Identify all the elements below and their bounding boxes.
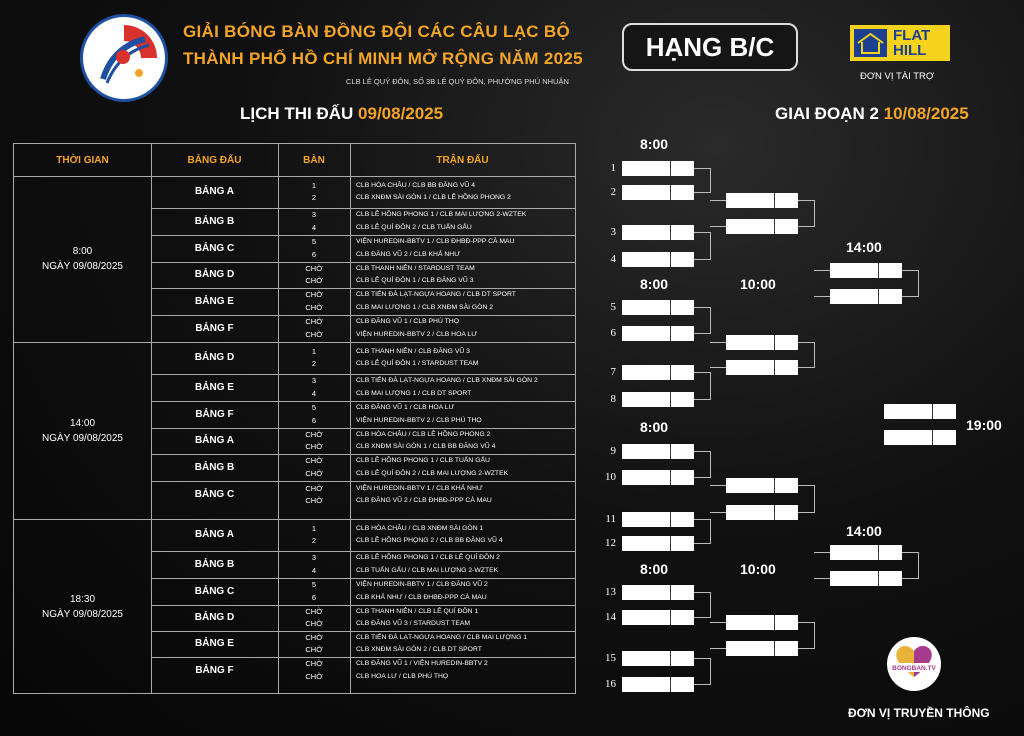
sponsor-name-line1: FLAT	[893, 27, 931, 44]
table-number: CHỜ	[305, 606, 323, 616]
bracket-line	[710, 519, 711, 544]
bracket-line	[710, 622, 726, 623]
bracket-line	[814, 342, 815, 368]
match-pairing: CLB XNĐM SÀI GÒN 1 / CLB LÊ HỒNG PHONG 2	[356, 194, 511, 201]
table-number: 4	[311, 222, 317, 232]
round-time: 14:00	[846, 523, 882, 539]
session-date: NGÀY 09/08/2025	[42, 432, 123, 444]
bracket-line	[694, 617, 710, 618]
column-header-table: BÀN	[303, 154, 325, 166]
sponsor-label: ĐƠN VỊ TÀI TRỢ	[860, 71, 935, 82]
group-name: BẢNG A	[194, 529, 235, 540]
bracket-line	[710, 200, 726, 201]
match-pairing: CLB TUẤN GẤU / CLB MAI LƯỢNG 2-WZTEK	[356, 566, 499, 574]
table-number: 2	[311, 536, 317, 545]
round-time: 8:00	[640, 136, 669, 152]
bracket-line	[694, 168, 710, 169]
group-name: BẢNG D	[194, 269, 235, 280]
table-number: 3	[311, 553, 317, 562]
group-name: BẢNG C	[194, 489, 235, 500]
seed-number: 6	[610, 327, 616, 339]
bracket-line	[798, 648, 814, 649]
round-time: 8:00	[640, 419, 669, 435]
bracket-slot	[830, 545, 902, 560]
bracket-line	[710, 168, 711, 193]
bracket-line	[694, 658, 710, 659]
seed-number: 10	[605, 471, 616, 483]
bracket-slot	[726, 615, 798, 630]
round-time: 14:00	[846, 239, 882, 255]
table-number: CHỜ	[305, 645, 323, 654]
bracket-line	[710, 226, 726, 227]
match-pairing: CLB XNĐM SÀI GÒN 2 / CLB DT SPORT	[356, 646, 482, 653]
bracket-slot	[830, 571, 902, 586]
bracket-slot	[726, 219, 798, 234]
table-number: CHỜ	[305, 429, 323, 439]
bracket-slot	[830, 289, 902, 304]
stage-title-prefix: GIAI ĐOẠN 2	[775, 104, 884, 123]
bracket-line	[798, 367, 814, 368]
bracket-line	[694, 399, 710, 400]
match-pairing: CLB LÊ HỒNG PHỌNG 2 / CLB BB ĐĂNG VŨ 4	[356, 537, 503, 544]
group-name: BẢNG D	[194, 612, 235, 623]
seed-number: 15	[605, 652, 616, 664]
match-pairing: CLB LÊ HỒNG PHONG 1 / CLB LÊ QUÍ ĐÔN 2	[356, 554, 500, 561]
group-name: BẢNG F	[195, 409, 234, 420]
tournament-title-line1: GIẢI BÓNG BÀN ĐỒNG ĐỘI CÁC CÂU LẠC BỘ	[183, 22, 570, 41]
bracket-line	[710, 512, 726, 513]
match-pairing: CLB ĐĂNG VŨ 1 / CLB HOA LƯ	[356, 404, 455, 411]
bracket-line	[710, 648, 726, 649]
bracket-line	[710, 342, 726, 343]
bracket-line	[694, 592, 710, 593]
table-number: 4	[311, 388, 317, 398]
match-pairing: CLB ĐĂNG VŨ 3 / STARDUST TEAM	[356, 620, 471, 627]
round-time: 8:00	[640, 561, 669, 577]
table-number: CHỜ	[305, 263, 323, 273]
column-header-match: TRẬN ĐẤU	[436, 154, 489, 166]
match-pairing: CLB HÒA CHÂU / CLB BB ĐĂNG VŨ 4	[356, 181, 475, 189]
bracket-line	[710, 451, 711, 478]
bracket-line	[710, 485, 726, 486]
match-pairing: VIỆN HUREDIN-BBTV 1 / CLB KHẢ NHƯ	[356, 484, 483, 492]
seed-number: 2	[610, 186, 616, 198]
match-pairing: CLB LÊ QUÍ ĐÔN 2 / CLB TUẤN GẤU	[356, 223, 472, 231]
match-pairing: VIỆN HUREDIN-BBTV 2 / CLB PHÚ THỌ	[356, 416, 482, 424]
bracket-line	[694, 192, 710, 193]
bracket-line	[710, 232, 711, 260]
seed-number: 16	[605, 678, 616, 690]
bracket-slot	[622, 444, 694, 459]
group-name: BẢNG C	[194, 586, 235, 597]
media-partner-label: ĐƠN VỊ TRUYỀN THÔNG	[848, 706, 990, 720]
bracket-slot	[726, 478, 798, 493]
tournament-title-line2: THÀNH PHỐ HỒ CHÍ MINH MỞ RỘNG NĂM 2025	[183, 49, 583, 68]
bracket-slot	[622, 252, 694, 267]
match-pairing: CLB LÊ HỒNG PHONG 1 / CLB TUẤN GẤU	[356, 457, 490, 464]
bracket-line	[694, 307, 710, 308]
bracket-line	[694, 519, 710, 520]
bracket-line	[814, 296, 830, 297]
bracket-slot	[622, 185, 694, 200]
table-number: CHỜ	[305, 496, 323, 505]
bracket-line	[694, 684, 710, 685]
bracket-line	[814, 200, 815, 227]
bracket-line	[694, 259, 710, 260]
bracket-line	[798, 342, 814, 343]
table-number: CHỜ	[305, 290, 323, 299]
bracket-slot	[622, 651, 694, 666]
match-pairing: CLB MAI LƯỢNG 1 / CLB XNĐM SÀI GÒN 2	[356, 303, 494, 311]
bracket-slot	[622, 392, 694, 407]
seed-number: 3	[610, 226, 616, 238]
match-pairing: CLB LÊ QUÍ ĐÔN 2 / CLB MAI LƯỢNG 2-WZTEK	[356, 469, 509, 477]
match-pairing: CLB THANH NIÊN / CLB ĐĂNG VŨ 3	[356, 347, 470, 355]
seed-number: 14	[605, 611, 616, 623]
bracket-slot	[884, 404, 956, 419]
seed-number: 11	[605, 513, 616, 525]
match-pairing: CLB TIẾN ĐÀ LẠT-NGỰA HOANG / CLB XNĐM SÀI GÒN 2	[356, 377, 538, 384]
table-number: CHỜ	[305, 632, 323, 642]
bracket-slot	[622, 585, 694, 600]
match-pairing: CLB XNĐM SÀI GÒN 1 / CLB BB ĐĂNG VŨ 4	[356, 443, 496, 450]
match-pairing: CLB ĐĂNG VŨ 2 / CLB KHẢ NHƯ	[356, 250, 461, 258]
match-pairing: CLB KHẢ NHƯ / CLB ĐHBĐ-PPP CÀ MAU	[356, 593, 487, 601]
table-number: CHỜ	[305, 483, 323, 493]
group-name: BẢNG A	[194, 435, 235, 446]
table-number: CHỜ	[305, 619, 323, 628]
bracket-line	[918, 552, 919, 579]
bracket-line	[814, 485, 815, 513]
table-number: 1	[311, 523, 317, 533]
session-time: 18:30	[69, 593, 96, 605]
table-number: 5	[311, 403, 317, 412]
bracket-slot	[622, 161, 694, 176]
sponsor-name-line2: HILL	[893, 42, 927, 59]
bracket-line	[902, 578, 918, 579]
schedule-title-date: 09/08/2025	[358, 104, 444, 123]
table-number: CHỜ	[305, 456, 323, 465]
bracket-slot	[622, 225, 694, 240]
division-badge: HẠNG B/C	[622, 23, 798, 71]
bracket-line	[814, 578, 830, 579]
match-pairing: CLB THANH NIÊN / STARDUST TEAM	[356, 264, 475, 272]
seed-number: 8	[610, 393, 616, 405]
seed-number: 12	[605, 537, 616, 549]
table-number: CHỜ	[305, 468, 323, 478]
seed-number: 4	[610, 253, 616, 265]
match-pairing: CLB THANH NIÊN / CLB LÊ QUÍ ĐÔN 1	[356, 607, 479, 615]
bracket-line	[694, 451, 710, 452]
round-time: 10:00	[740, 276, 776, 292]
bracket-slot	[622, 536, 694, 551]
seed-number: 13	[605, 586, 616, 598]
group-name: BẢNG A	[194, 186, 235, 197]
table-number: 2	[311, 359, 317, 368]
group-name: BẢNG B	[194, 462, 235, 473]
group-name: BẢNG F	[195, 323, 234, 334]
bracket-slot	[622, 365, 694, 380]
group-name: BẢNG F	[195, 665, 234, 676]
table-number: 1	[311, 180, 317, 190]
table-number: 5	[311, 237, 317, 246]
table-number: CHỜ	[305, 659, 323, 668]
table-number: 6	[311, 592, 317, 602]
bracket-line	[694, 543, 710, 544]
bracket-slot	[726, 641, 798, 656]
table-number: 1	[311, 346, 317, 356]
table-number: 5	[311, 580, 317, 589]
bracket-line	[710, 372, 711, 400]
table-number: 6	[311, 249, 317, 259]
bracket-line	[918, 270, 919, 297]
group-name: BẢNG B	[194, 559, 235, 570]
seed-number: 9	[610, 445, 616, 457]
table-number: 2	[311, 193, 317, 202]
match-pairing: CLB LÊ QUÍ ĐÔN 1 / CLB ĐĂNG VŨ 3	[356, 277, 474, 284]
bracket-line	[710, 658, 711, 685]
seed-number: 5	[610, 301, 616, 313]
bracket-line	[814, 270, 830, 271]
table-number: CHỜ	[305, 276, 323, 285]
match-pairing: CLB MAI LƯỢNG 1 / CLB DT SPORT	[356, 389, 472, 397]
table-number: CHỜ	[305, 442, 323, 451]
bracket-slot	[622, 470, 694, 485]
table-number: 6	[311, 415, 317, 425]
match-pairing: VIỆN HUREDIN-BBTV 2 / CLB HOA LƯ	[356, 330, 478, 338]
bracket-slot	[884, 430, 956, 445]
seed-number: 1	[610, 162, 616, 174]
bracket-line	[814, 552, 830, 553]
seed-number: 7	[610, 366, 616, 378]
column-header-group: BẢNG ĐẤU	[187, 154, 242, 166]
bracket-line	[902, 552, 918, 553]
bracket-slot	[726, 335, 798, 350]
bracket-line	[694, 333, 710, 334]
bracket-line	[798, 512, 814, 513]
bracket-slot	[622, 326, 694, 341]
bracket-line	[902, 296, 918, 297]
bracket-line	[694, 477, 710, 478]
group-name: BẢNG E	[195, 638, 234, 649]
bracket-line	[798, 485, 814, 486]
round-time: 10:00	[740, 561, 776, 577]
bracket-slot	[726, 193, 798, 208]
bracket-line	[710, 367, 726, 368]
table-number: CHỜ	[305, 671, 323, 681]
table-number: 4	[311, 565, 317, 575]
group-name: BẢNG E	[195, 296, 234, 307]
match-pairing: CLB TIẾN ĐÀ LẠT-NGỰA HOANG / CLB MAI LƯỢNG 1	[356, 633, 528, 641]
media-partner-logo	[887, 637, 941, 691]
match-pairing: CLB HÒA CHÂU / CLB LÊ HỒNG PHONG 2	[356, 430, 491, 438]
stage-title-date: 10/08/2025	[883, 104, 969, 123]
group-name: BẢNG D	[194, 352, 235, 363]
table-number: CHỜ	[305, 302, 323, 312]
bracket-slot	[622, 610, 694, 625]
match-pairing: CLB ĐĂNG VŨ 1 / CLB PHÚ THỌ	[356, 318, 459, 325]
bracket-slot	[622, 300, 694, 315]
match-pairing: CLB LÊ QUÍ ĐÔN 1 / STARDUST TEAM	[356, 360, 479, 367]
match-pairing: VIỆN HUREDIN-BBTV 1 / CLB ĐĂNG VŨ 2	[356, 581, 488, 588]
match-pairing: CLB ĐĂNG VŨ 2 / CLB ĐHBĐ-PPP CÀ MAU	[356, 497, 492, 504]
bracket-line	[694, 232, 710, 233]
session-date: NGÀY 09/08/2025	[42, 608, 123, 620]
bracket-line	[798, 200, 814, 201]
bracket-slot	[830, 263, 902, 278]
match-pairing: CLB ĐĂNG VŨ 1 / VIỆN HUREDIN-BBTV 2	[356, 660, 488, 667]
bracket-line	[694, 372, 710, 373]
session-date: NGÀY 09/08/2025	[42, 261, 123, 272]
session-time: 8:00	[72, 246, 93, 257]
round-time: 19:00	[966, 417, 1002, 433]
table-number: CHỜ	[305, 317, 323, 326]
table-number: CHỜ	[305, 329, 323, 339]
match-pairing: VIỆN HUREDIN-BBTV 1 / CLB ĐHBĐ-PPP CÀ MAU	[356, 238, 515, 245]
match-pairing: CLB TIẾN ĐÀ LẠT-NGỰA HOANG / CLB DT SPORT	[356, 291, 516, 298]
bracket-line	[710, 307, 711, 334]
group-name: BẢNG E	[195, 382, 234, 393]
bracket-slot	[622, 512, 694, 527]
table-number: 3	[311, 210, 317, 219]
match-pairing: CLB LÊ HỒNG PHONG 1 / CLB MAI LƯỢNG 2-WZTEK	[356, 211, 527, 218]
bracket-slot	[726, 505, 798, 520]
table-number: 3	[311, 376, 317, 385]
session-time: 14:00	[69, 417, 96, 429]
column-header-time: THỜI GIAN	[56, 154, 109, 166]
schedule-title-prefix: LỊCH THI ĐẤU	[240, 104, 359, 123]
bracket-line	[814, 622, 815, 649]
match-pairing: CLB HOA LƯ / CLB PHÚ THỌ	[356, 672, 449, 680]
bracket-line	[902, 270, 918, 271]
bracket-slot	[622, 677, 694, 692]
match-pairing: CLB HÒA CHÂU / CLB XNĐM SÀI GÒN 1	[356, 524, 484, 532]
group-name: BẢNG C	[194, 243, 235, 254]
bracket-line	[710, 592, 711, 618]
group-name: BẢNG B	[194, 216, 235, 227]
bracket-slot	[726, 360, 798, 375]
bracket-line	[798, 226, 814, 227]
venue-address: CLB LÊ QUÝ ĐÔN, SỐ 3B LÊ QUÝ ĐÔN, PHƯỜNG PHÚ NHUẬN	[346, 77, 569, 86]
round-time: 8:00	[640, 276, 669, 292]
media-logo-text: BONGBAN.TV	[892, 665, 936, 672]
bracket-line	[798, 622, 814, 623]
